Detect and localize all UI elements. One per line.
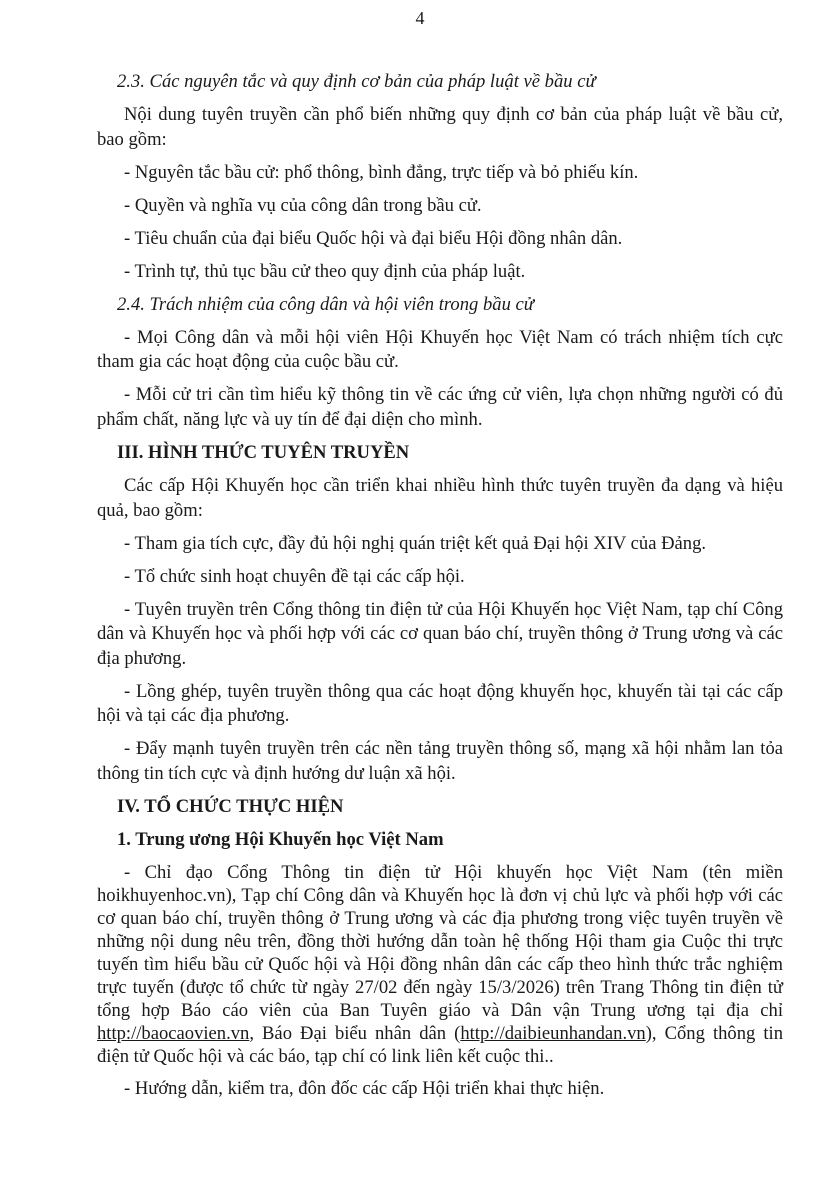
- paragraph-text: , Báo Đại biểu nhân dân (: [249, 1023, 461, 1044]
- list-item: - Tuyên truyền trên Cổng thông tin điện tử của Hội Khuyến học Việt Nam, tạp chí Công dân và Khuyến học và phối hợp với các cơ quan báo chí, truyền thông ở Trung ương và các địa phương.: [97, 598, 783, 669]
- list-item: - Đẩy mạnh tuyên truyền trên các nền tảng truyền thông số, mạng xã hội nhằm lan tỏa thông tin tích cực và định hướng dư luận xã hội.: [97, 738, 783, 784]
- list-item: - Hướng dẫn, kiểm tra, đôn đốc các cấp Hội triển khai thực hiện.: [124, 1077, 605, 1099]
- section-2-3-heading: 2.3. Các nguyên tắc và quy định cơ bản của pháp luật về bầu cử: [117, 71, 596, 92]
- section-4-1-paragraph: [97, 861, 783, 1068]
- section-3-heading: III. HÌNH THỨC TUYÊN TRUYỀN: [117, 441, 410, 463]
- list-item: - Nguyên tắc bầu cử: phổ thông, bình đẳng, trực tiếp và bỏ phiếu kín.: [124, 161, 639, 183]
- section-2-4-heading: 2.4. Trách nhiệm của công dân và hội viên trong bầu cử: [117, 293, 534, 315]
- list-item: - Tham gia tích cực, đầy đủ hội nghị quán triệt kết quả Đại hội XIV của Đảng.: [124, 532, 707, 554]
- section-2-3-intro: Nội dung tuyên truyền cần phổ biến những quy định cơ bản của pháp luật về bầu cử, bao gồm:: [97, 104, 783, 150]
- page-number: 4: [415, 8, 425, 28]
- list-item: - Tiêu chuẩn của đại biểu Quốc hội và đại biểu Hội đồng nhân dân.: [124, 227, 623, 249]
- paragraph-text: - Chỉ đạo Cổng Thông tin điện tử Hội khuyến học Việt Nam (tên miền hoikhuyenhoc.vn), Tạp chí Công dân và Khuyến học là đơn vị chủ lực và phối hợp với các cơ quan báo chí, truyền thông ở Trung ương và các địa phương trong việc tuyên truyền về những nội dung nêu trên, đồng thời hướng dẫn toàn hệ thống Hội tham gia Cuộc thi trực tuyến tìm hiểu bầu cử Quốc hội và Hội đồng nhân dân các cấp theo hình thức trắc nghiệm trực tuyến (được tổ chức từ ngày 27/02 đến ngày 15/3/2026) trên Trang Thông tin điện tử tổng hợp Báo cáo viên của Ban Tuyên giáo và Dân vận Trung ương tại địa chỉ: [97, 862, 783, 1021]
- list-item: - Tổ chức sinh hoạt chuyên đề tại các cấp hội.: [124, 565, 465, 587]
- list-item: - Quyền và nghĩa vụ của công dân trong bầu cử.: [124, 194, 482, 216]
- list-item: - Lồng ghép, tuyên truyền thông qua các hoạt động khuyến học, khuyến tài tại các cấp hội và tại các địa phương.: [97, 680, 783, 726]
- baocaovien-link[interactable]: http://baocaovien.vn: [97, 1023, 250, 1044]
- list-item: - Mọi Công dân và mỗi hội viên Hội Khuyến học Việt Nam có trách nhiệm tích cực tham gia các hoạt động của cuộc bầu cử.: [97, 326, 783, 372]
- document-body: [97, 70, 783, 1110]
- daibieunhandan-link[interactable]: http://daibieunhandan.vn: [460, 1023, 646, 1044]
- section-3-intro: Các cấp Hội Khuyến học cần triển khai nhiều hình thức tuyên truyền đa dạng và hiệu quả, bao gồm:: [97, 475, 783, 521]
- list-item: - Trình tự, thủ tục bầu cử theo quy định của pháp luật.: [124, 260, 526, 282]
- section-4-1-heading: 1. Trung ương Hội Khuyến học Việt Nam: [117, 829, 444, 850]
- list-item: - Mỗi cử tri cần tìm hiểu kỹ thông tin về các ứng cử viên, lựa chọn những người có đủ phẩm chất, năng lực và uy tín để đại diện cho mình.: [97, 384, 783, 430]
- section-4-heading: IV. TỔ CHỨC THỰC HIỆN: [117, 795, 344, 817]
- paragraph-text: ), Cổng thông tin điện tử Quốc hội và các báo, tạp chí có link liên kết cuộc thi..: [97, 1023, 783, 1067]
